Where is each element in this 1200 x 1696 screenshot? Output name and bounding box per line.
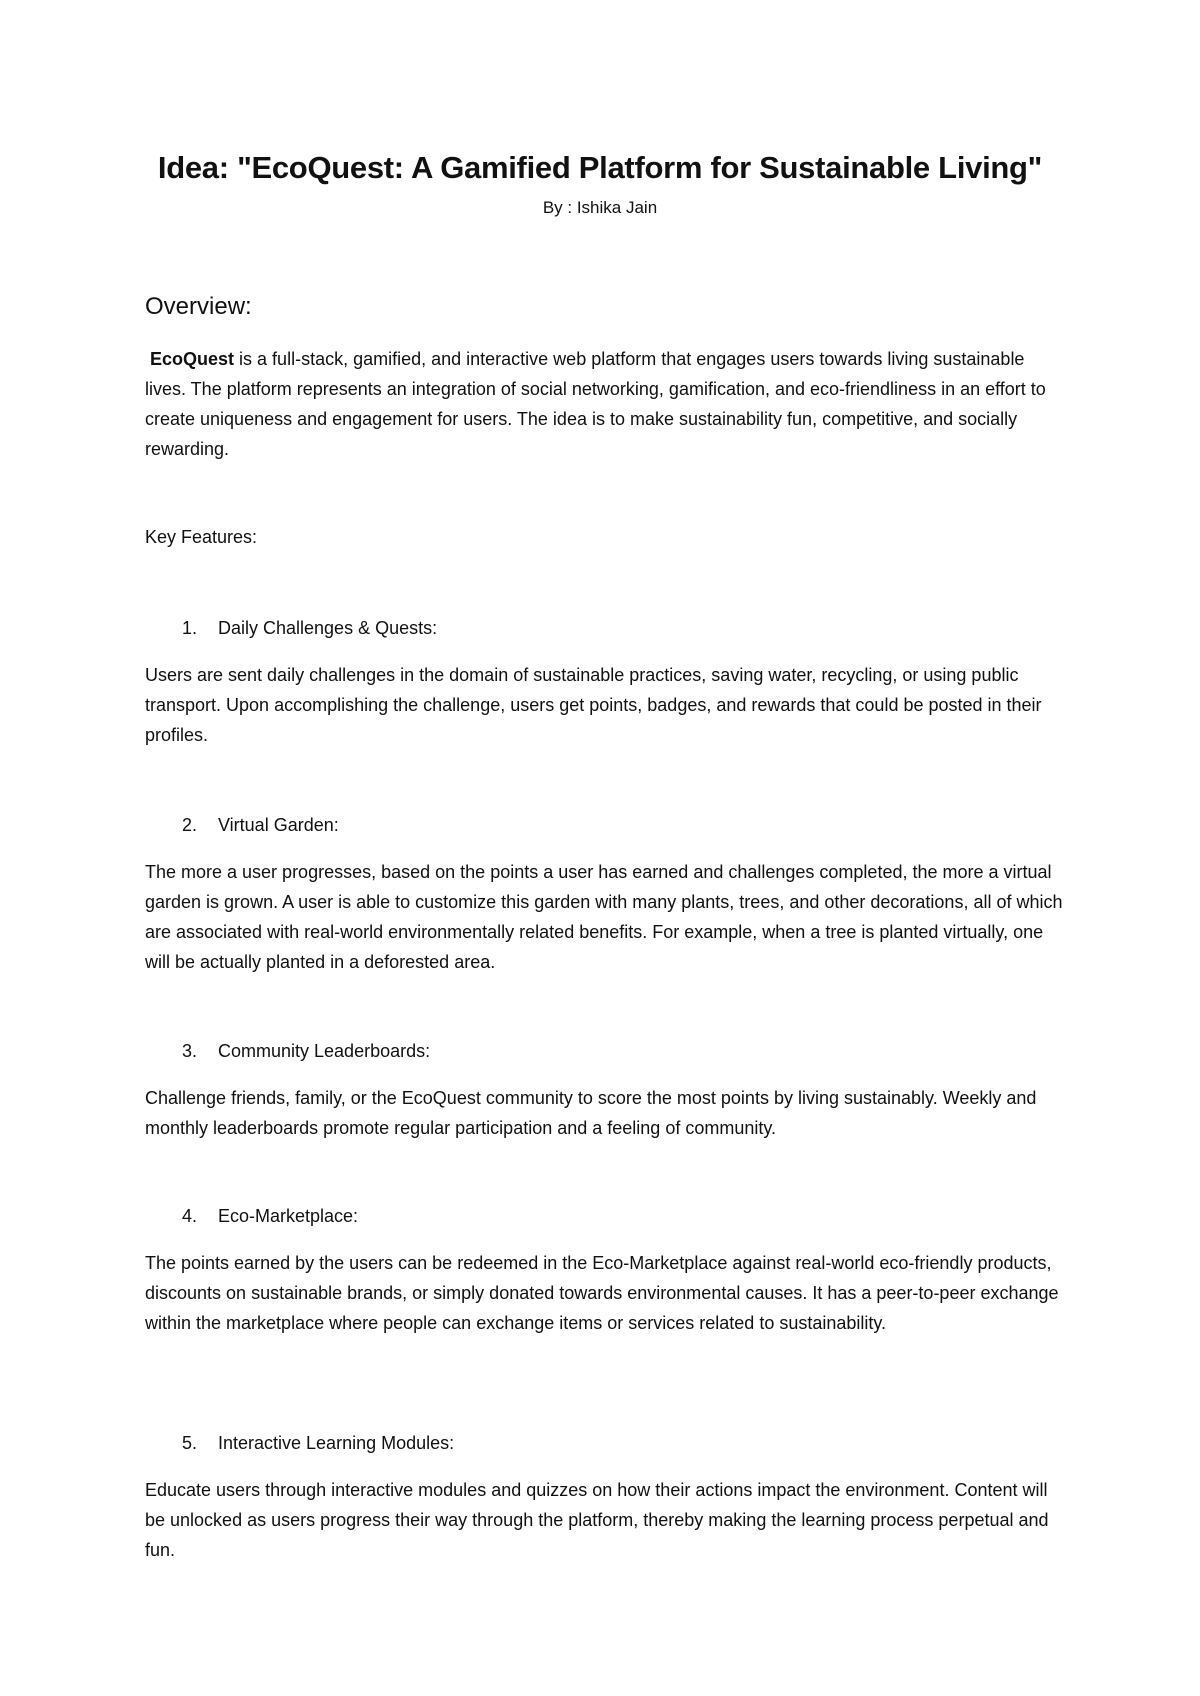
overview-text: is a full-stack, gamified, and interactive web platform that engages users towards living sustainable lives. The platform represents an integration of social networking, gamification, and eco-friendliness in an effort to create uniqueness and engagement for users. The idea is to make sustainability fun, competitive, and socially rewarding. xyxy=(145,349,1046,459)
feature-number: 3. xyxy=(182,1041,198,1061)
feature-title: Eco-Marketplace: xyxy=(218,1206,359,1226)
feature-heading xyxy=(182,1433,454,1454)
document-title: Idea: "EcoQuest: A Gamified Platform for Sustainable Living" xyxy=(157,150,1043,185)
feature-heading xyxy=(182,1206,358,1227)
feature-description: The more a user progresses, based on the points a user has earned and challenges completed, the more a virtual garden is grown. A user is able to customize this garden with many plants, trees, and other decorations, all of which are associated with real-world environmentally related benefits. For example, when a tree is planted virtually, one will be actually planted in a deforested area. xyxy=(145,862,1063,972)
feature-heading xyxy=(182,815,339,836)
overview-paragraph xyxy=(145,344,1065,464)
feature-title: Daily Challenges & Quests: xyxy=(218,618,438,638)
feature-number: 1. xyxy=(182,618,198,638)
feature-number: 4. xyxy=(182,1206,198,1226)
feature-description: Challenge friends, family, or the EcoQuest community to score the most points by living sustainably. Weekly and monthly leaderboards promote regular participation and a feeling of community. xyxy=(145,1088,1037,1138)
feature-title: Interactive Learning Modules: xyxy=(218,1433,455,1453)
feature-description: Educate users through interactive modules and quizzes on how their actions impact the environment. Content will be unlocked as users progress their way through the platform, thereby making the learning process perpetual and fun. xyxy=(145,1480,1049,1560)
brand-name: EcoQuest xyxy=(150,349,235,369)
feature-heading xyxy=(182,618,437,639)
overview-heading: Overview: xyxy=(145,293,252,320)
key-features-label: Key Features: xyxy=(145,527,258,547)
feature-title: Community Leaderboards: xyxy=(218,1041,431,1061)
feature-number: 2. xyxy=(182,815,198,835)
feature-description: Users are sent daily challenges in the domain of sustainable practices, saving water, recycling, or using public transport. Upon accomplishing the challenge, users get points, badges, and rewards that could be posted in their profiles. xyxy=(145,665,1042,745)
feature-heading xyxy=(182,1041,430,1062)
feature-number: 5. xyxy=(182,1433,198,1453)
feature-title: Virtual Garden: xyxy=(218,815,339,835)
feature-description: The points earned by the users can be redeemed in the Eco-Marketplace against real-world eco-friendly products, discounts on sustainable brands, or simply donated towards environmental causes. It has a peer-to-peer exchange within the marketplace where people can exchange items or services related to sustainability. xyxy=(145,1253,1059,1333)
author-byline: By : Ishika Jain xyxy=(542,198,658,217)
